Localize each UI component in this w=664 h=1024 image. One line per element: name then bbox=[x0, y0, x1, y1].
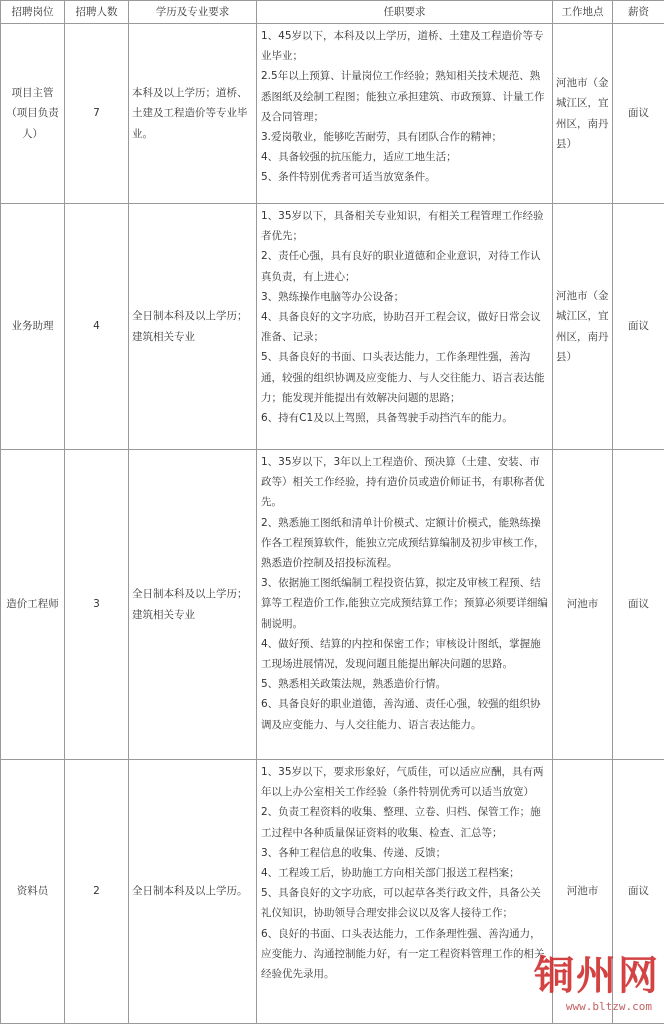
salary-cell: 面议 bbox=[613, 450, 664, 760]
header-requirements: 任职要求 bbox=[257, 1, 553, 24]
count-cell: 4 bbox=[65, 204, 129, 450]
header-salary: 薪资 bbox=[613, 1, 664, 24]
requirement-item: 2.5年以上预算、计量岗位工作经验；熟知相关技术规范、熟悉图纸及绘制工程图；能独立承担建筑、市政预算、计量工作及合同管理； bbox=[261, 70, 545, 123]
requirement-item: 3、依据施工图纸编制工程投资估算，拟定及审核工程预、结算等工程造价工作,能独立完成预结算工作；预算必须要详细编制说明。 bbox=[261, 577, 548, 630]
header-education: 学历及专业要求 bbox=[129, 1, 257, 24]
salary-cell: 面议 bbox=[613, 760, 664, 1024]
location-cell: 河池市（金城江区，宜州区，南丹县） bbox=[553, 204, 613, 450]
requirement-item: 1、35岁以下，具备相关专业知识，有相关工程管理工作经验者优先； bbox=[261, 210, 544, 243]
requirement-item: 6、良好的书面、口头表达能力，工作条理性强、善沟通力，应变能力、沟通控制能力好，有一定工程资料管理工作的相关经验优先录用。 bbox=[261, 927, 545, 981]
table-header-row bbox=[1, 1, 664, 24]
position-cell: 业务助理 bbox=[1, 204, 65, 450]
table-row bbox=[1, 204, 664, 450]
requirement-item: 5、条件特别优秀者可适当放宽条件。 bbox=[261, 171, 436, 184]
position-cell: 造价工程师 bbox=[1, 450, 65, 760]
count-cell: 3 bbox=[65, 450, 129, 760]
salary-cell: 面议 bbox=[613, 24, 664, 204]
location-cell: 河池市 bbox=[553, 760, 613, 1024]
requirement-item: 4、工程竣工后，协助施工方向相关部门报送工程档案； bbox=[261, 867, 520, 880]
requirement-item: 2、负责工程资料的收集、整理、立卷、归档、保管工作；施工过程中各种质量保证资料的收集、检查、汇总等； bbox=[261, 806, 541, 839]
count-cell: 2 bbox=[65, 760, 129, 1024]
requirement-item: 1、35岁以下，3年以上工程造价、预决算（土建、安装、市政等）相关工作经验，持有造价员或造价师证书，有职称者优先。 bbox=[261, 456, 545, 509]
requirement-item: 5、具备良好的文字功底，可以起草各类行政文件，具备公关礼仪知识，协助领导合理安排会议以及客人接待工作； bbox=[261, 887, 541, 920]
watermark-text: 铜州网 bbox=[534, 952, 660, 999]
requirement-item: 5、具备良好的书面、口头表达能力，工作条理性强，善沟通，较强的组织协调及应变能力、与人交往能力、语言表达能力；能发现并能提出有效解决问题的思路； bbox=[261, 351, 545, 404]
requirement-item: 3.爱岗敬业，能够吃苦耐劳，具有团队合作的精神； bbox=[261, 131, 503, 144]
requirement-item: 5、熟悉相关政策法规，熟悉造价行情。 bbox=[261, 678, 447, 691]
header-count: 招聘人数 bbox=[65, 1, 129, 24]
education-cell: 全日制本科及以上学历；建筑相关专业 bbox=[129, 204, 257, 450]
table-row bbox=[1, 24, 664, 204]
education-cell: 全日制本科及以上学历。 bbox=[129, 760, 257, 1024]
requirements-cell bbox=[257, 204, 553, 450]
table-row bbox=[1, 450, 664, 760]
watermark-url: www.bltzw.com bbox=[565, 1000, 652, 1013]
requirement-item: 2、责任心强，具有良好的职业道德和企业意识，对待工作认真负责，有上进心； bbox=[261, 250, 541, 283]
requirement-item: 6、持有C1及以上驾照，具备驾驶手动挡汽车的能力。 bbox=[261, 412, 513, 425]
requirements-cell bbox=[257, 450, 553, 760]
requirement-item: 3、熟练操作电脑等办公设备； bbox=[261, 290, 405, 303]
site-watermark bbox=[518, 952, 660, 1018]
location-cell: 河池市（金城江区，宜州区，南丹县） bbox=[553, 24, 613, 204]
requirement-item: 6、具备良好的职业道德，善沟通、责任心强，较强的组织协调及应变能力、与人交往能力、语言表达能力。 bbox=[261, 698, 541, 731]
requirement-item: 4、做好预、结算的内控和保密工作；审核设计图纸，掌握施工现场进展情况，发现问题且能提出解决问题的思路。 bbox=[261, 637, 541, 671]
position-cell: 资料员 bbox=[1, 760, 65, 1024]
requirement-item: 4、具备良好的文字功底，协助召开工程会议，做好日常会议准备、记录； bbox=[261, 311, 541, 344]
education-cell: 本科及以上学历；道桥、土建及工程造价等专业毕业。 bbox=[129, 24, 257, 204]
education-cell: 全日制本科及以上学历；建筑相关专业 bbox=[129, 450, 257, 760]
location-cell: 河池市 bbox=[553, 450, 613, 760]
position-cell: 项目主管（项目负责人） bbox=[1, 24, 65, 204]
requirements-cell bbox=[257, 760, 553, 1024]
requirement-item: 3、各种工程信息的收集、传递、反馈； bbox=[261, 846, 447, 859]
requirement-item: 4、具备较强的抗压能力，适应工地生活； bbox=[261, 151, 457, 164]
header-location: 工作地点 bbox=[553, 1, 613, 24]
header-position: 招聘岗位 bbox=[1, 1, 65, 24]
requirement-item: 1、45岁以下，本科及以上学历，道桥、土建及工程造价等专业毕业； bbox=[261, 30, 544, 63]
requirement-item: 1、35岁以下，要求形象好，气质佳，可以适应应酬，具有两年以上办公室相关工作经验（条件特别优秀可以适当放宽） bbox=[261, 766, 544, 799]
requirements-cell bbox=[257, 24, 553, 204]
salary-cell: 面议 bbox=[613, 204, 664, 450]
count-cell: 7 bbox=[65, 24, 129, 204]
requirement-item: 2、熟悉施工图纸和清单计价模式、定额计价模式，能熟练操作各工程预算软件，能独立完成预结算编制及初步审核工作，熟悉造价控制及招投标流程。 bbox=[261, 516, 545, 570]
